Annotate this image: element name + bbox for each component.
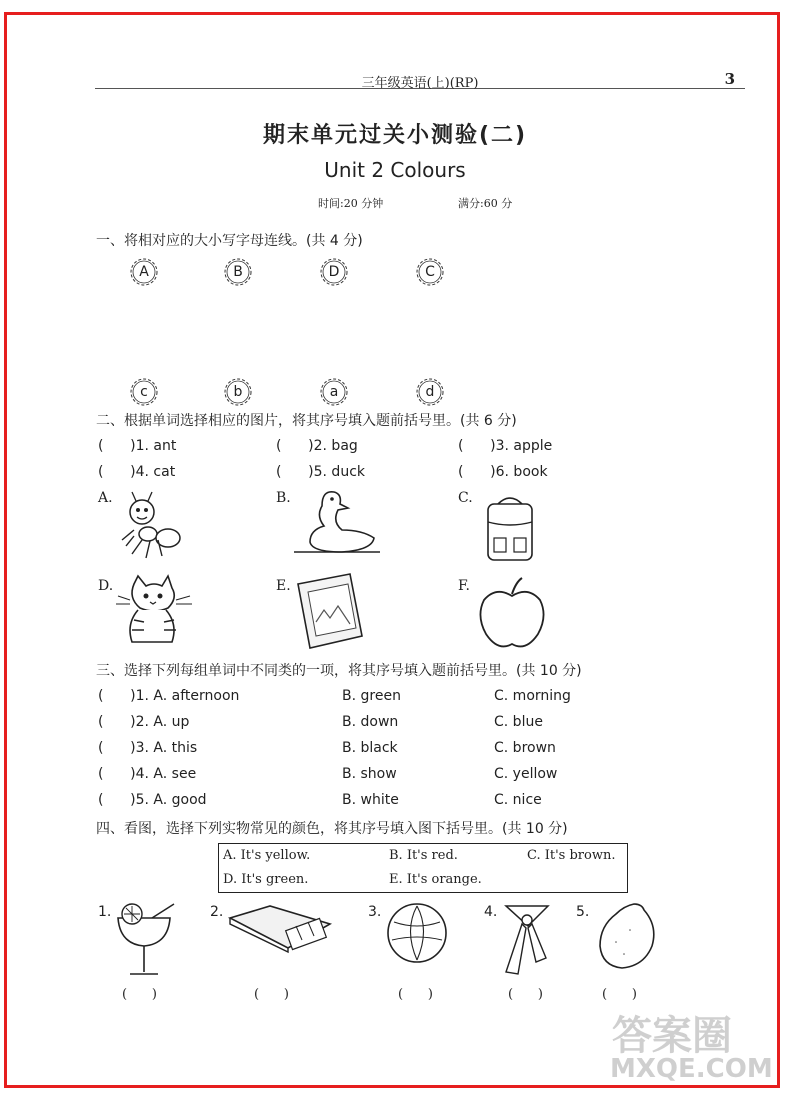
choice-option: C. yellow [494,766,558,782]
color-option: D. It's green. [223,872,309,887]
section4-heading: 四、看图，选择下列实物常见的颜色，将其序号填入图下括号里。(共 10 分) [96,821,568,837]
lemon-icon [594,900,660,972]
answer-blank[interactable]: ( ) [254,987,289,1002]
picture-label: E. [276,578,291,594]
choice-option: C. morning [494,688,571,704]
watermark-logo: 答案圈 [612,1013,732,1059]
flower-letter-lower[interactable]: c [128,376,160,408]
cat-icon [116,574,198,650]
duck-icon [292,486,382,556]
answer-blank[interactable]: ( ) [508,987,543,1002]
choice-option: B. green [342,688,401,704]
choice-option: B. black [342,740,398,756]
section2-heading: 二、根据单词选择相应的图片，将其序号填入题前括号里。(共 6 分) [96,413,517,429]
color-option: A. It's yellow. [223,848,311,863]
choice-option: C. nice [494,792,542,808]
unit-subtitle: Unit 2 Colours [324,158,466,182]
word-item[interactable]: ( )1. ant [98,438,177,454]
backpack-icon [480,494,540,564]
choice-item[interactable]: ( )2. A. up [98,714,190,730]
chocolate-icon [226,902,334,954]
ant-icon [112,490,187,565]
word-item[interactable]: ( )2. bag [276,438,358,454]
page-header [95,70,745,89]
color-options-box [218,843,628,893]
picture-label: F. [458,578,470,594]
watermark-site: MXQE.COM [610,1054,773,1084]
cabbage-icon [384,900,450,966]
flower-letter-lower[interactable]: d [414,376,446,408]
item-number: 2. [210,904,224,920]
flower-letter-upper[interactable]: A [128,256,160,288]
page-title: 期末单元过关小测验(二) [262,123,528,148]
page-number: 3 [724,70,735,88]
orange-juice-icon [112,900,182,980]
picture-label: B. [276,490,291,506]
color-option: E. It's orange. [389,872,482,887]
choice-option: B. down [342,714,399,730]
word-item[interactable]: ( )6. book [458,464,548,480]
apple-icon [476,576,548,652]
choice-option: C. brown [494,740,556,756]
choice-option: C. blue [494,714,543,730]
picture-label: D. [98,578,114,594]
time-limit: 时间:20 分钟 [318,197,384,210]
item-number: 4. [484,904,498,920]
item-number: 3. [368,904,382,920]
choice-item[interactable]: ( )5. A. good [98,792,207,808]
answer-blank[interactable]: ( ) [398,987,433,1002]
color-option: B. It's red. [389,848,458,863]
choice-item[interactable]: ( )3. A. this [98,740,198,756]
flower-letter-upper[interactable]: C [414,256,446,288]
item-number: 5. [576,904,590,920]
word-item[interactable]: ( )4. cat [98,464,176,480]
section1-heading: 一、将相对应的大小写字母连线。(共 4 分) [96,233,363,249]
flower-letter-upper[interactable]: B [222,256,254,288]
color-option: C. It's brown. [527,848,616,863]
scarf-icon [498,898,556,978]
choice-option: B. show [342,766,397,782]
picture-label: A. [98,490,113,506]
picture-label: C. [458,490,473,506]
section3-heading: 三、选择下列每组单词中不同类的一项，将其序号填入题前括号里。(共 10 分) [96,663,582,679]
answer-blank[interactable]: ( ) [602,987,637,1002]
choice-option: B. white [342,792,399,808]
item-number: 1. [98,904,112,920]
word-item[interactable]: ( )5. duck [276,464,365,480]
choice-item[interactable]: ( )4. A. see [98,766,197,782]
choice-item[interactable]: ( )1. A. afternoon [98,688,240,704]
flower-letter-lower[interactable]: b [222,376,254,408]
book-icon [294,572,366,652]
book-title: 三年级英语(上)(RP) [361,76,479,91]
answer-blank[interactable]: ( ) [122,987,157,1002]
flower-letter-upper[interactable]: D [318,256,350,288]
full-score: 满分:60 分 [458,197,513,210]
word-item[interactable]: ( )3. apple [458,438,553,454]
flower-letter-lower[interactable]: a [318,376,350,408]
